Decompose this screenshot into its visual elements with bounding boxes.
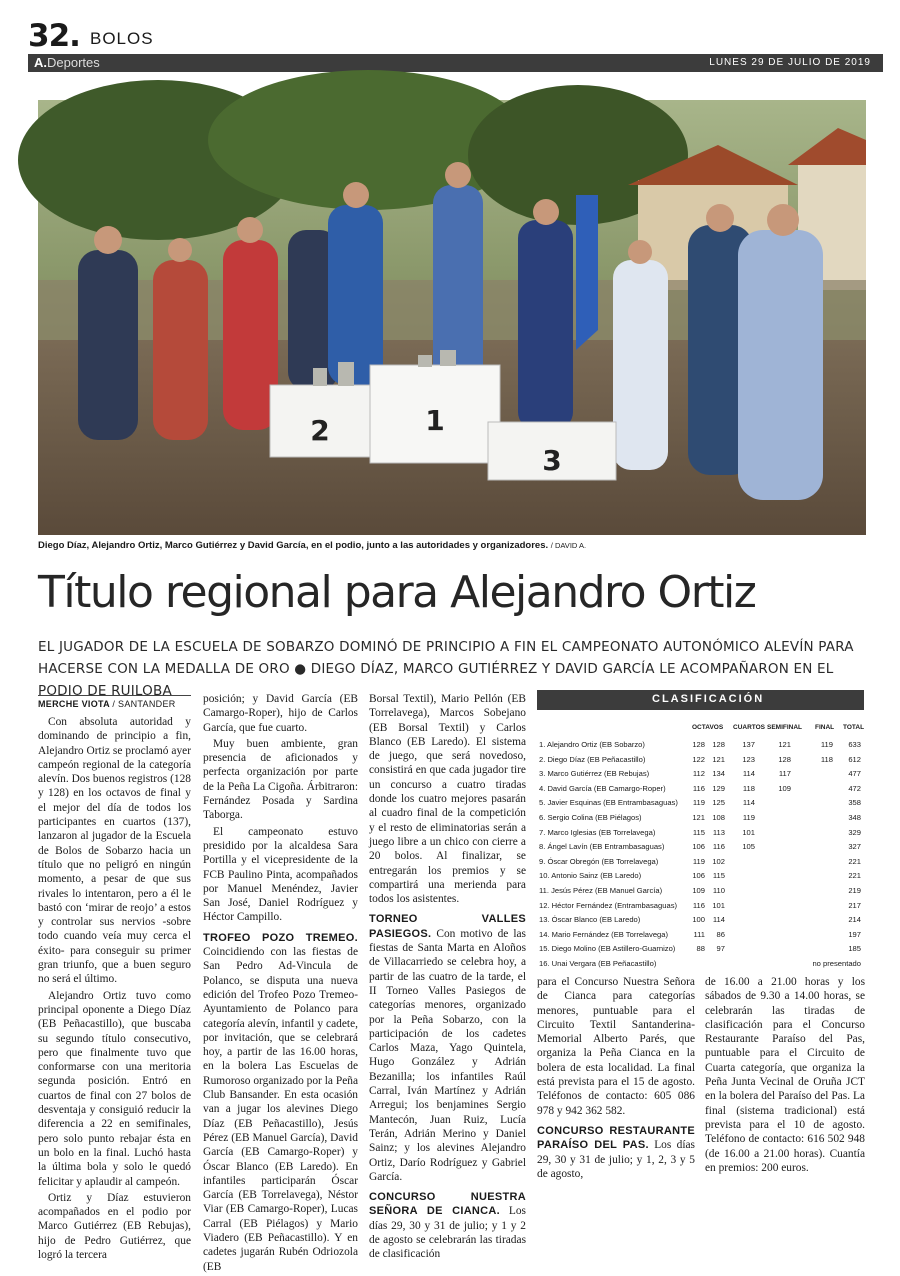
- classification-title: CLASIFICACIÓN: [537, 690, 864, 710]
- brand-rest: Deportes: [47, 55, 100, 70]
- cell-to: 327: [848, 842, 861, 852]
- cell-to: 219: [848, 885, 861, 895]
- cell-o2: 108: [712, 812, 725, 822]
- cell-se: 128: [778, 754, 791, 764]
- classification-table: [537, 690, 864, 972]
- paragraph: para el Concurso Nuestra Señora de Cianca para categorías menores, puntuable para el Circuito Textil Santanderina-Memorial Alberto Parés, que organiza la Peña Cianca en la bolera de esta localidad. La final está prevista para el 15 de agosto. Teléfonos de contacto: 605 086 978 y 942 362 582.: [537, 976, 695, 1117]
- cell-o1: 121: [692, 812, 705, 822]
- table-row: [537, 811, 864, 826]
- cell-name: 13. Óscar Blanco (EB Laredo): [539, 915, 641, 925]
- byline: [38, 695, 191, 709]
- page-number: 32.: [28, 18, 80, 54]
- cell-cu: 137: [742, 740, 755, 749]
- cell-cu: 114: [742, 798, 755, 808]
- cell-cu: 105: [742, 842, 755, 852]
- paragraph-paraiso: [537, 1124, 695, 1181]
- cell-to: 185: [848, 944, 861, 954]
- cell-se: 109: [778, 783, 791, 793]
- paragraph: posición; y David García (EB Camargo-Roper), hijo de Carlos García, que fue cuarto.: [203, 693, 358, 734]
- byline-author: MERCHE VIOTA: [38, 699, 110, 709]
- table-body: [537, 738, 864, 972]
- cell-to: 358: [848, 798, 861, 808]
- cell-o2: 116: [712, 842, 725, 852]
- cell-name: 14. Mario Fernández (EB Torrelavega): [539, 929, 669, 939]
- section-text: Los días 29, 30 y 31 de julio; y 1 y 2 de agosto se celebrarán las tiradas de clasificación: [369, 1205, 526, 1261]
- cell-name: 6. Sergio Colina (EB Piélagos): [539, 812, 642, 822]
- cell-to: 217: [848, 900, 861, 910]
- paragraph: Ortiz y Díaz estuvieron acompañados en el podio por Marco Gutiérrez (EB Rebujas), hijo de Pedro Gutiérrez, que logró la tercera: [38, 1191, 191, 1261]
- table-header: [537, 724, 864, 738]
- paragraph-trofeo: [203, 931, 358, 1274]
- section-heading: TROFEO POZO TREMEO.: [203, 931, 358, 944]
- podium-number-1: 1: [425, 404, 445, 437]
- cell-cu: 123: [742, 754, 755, 764]
- section-text: Los días 29, 30 y 31 de julio; y 1, 2, 3 y 5 de agosto,: [537, 1139, 695, 1180]
- cell-se: 121: [778, 740, 791, 749]
- masthead: [28, 18, 883, 54]
- cell-name: 2. Diego Díaz (EB Peñacastillo): [539, 754, 646, 764]
- cell-o1: 122: [692, 754, 705, 764]
- cell-to: 477: [848, 769, 861, 779]
- cell-o1: 119: [692, 798, 705, 808]
- cell-to: 472: [848, 783, 861, 793]
- article-column-1: [38, 695, 191, 1264]
- cell-se: 117: [778, 769, 791, 779]
- col-octavos: OCTAVOS: [692, 724, 724, 731]
- cell-name: 12. Héctor Fernández (Entrambasaguas): [539, 900, 678, 910]
- cell-o2: 121: [712, 754, 725, 764]
- col-total: TOTAL: [843, 724, 865, 731]
- cell-o1: 88: [696, 944, 705, 954]
- cell-o2: 102: [712, 856, 725, 866]
- paragraph: Con absoluta autoridad y dominando de principio a fin, Alejandro Ortiz se proclamó ayer campeón regional de la categoría alevín. Dos buenos registros (128 y 128) en los octavos de final y el mejor del día de todos los participantes en cuartos (137), lanzaron al jugador de la Escuela de Bolos de Sobarzo hacia un título que no peligró en ningún momento, a pesar de que sus rivales lo intentaron, pero a él le bastó con ‘mirar de reojo’ a estos y controlar sus nervios -sobre todo cuando veía muy cerca el éxito- para conseguir su primer gran triunfo, que a buen seguro no será el último.: [38, 716, 191, 986]
- section-heading: TORNEO VALLES PASIEGOS.: [369, 913, 526, 940]
- cell-to: 221: [848, 871, 861, 881]
- cell-name: 7. Marco Iglesias (EB Torrelavega): [539, 827, 656, 837]
- cell-to: 214: [848, 915, 861, 925]
- section-bar: [28, 54, 883, 72]
- cell-o1: 116: [692, 900, 705, 910]
- flag: [576, 195, 598, 350]
- cell-name: 8. Ángel Lavín (EB Entrambasaguas): [539, 842, 665, 852]
- podium-number-3: 3: [542, 444, 562, 477]
- cell-name: 16. Unai Vergara (EB Peñacastillo): [539, 958, 657, 968]
- cell-o1: 128: [692, 740, 705, 749]
- photo-caption: [38, 540, 866, 551]
- cell-to: 329: [848, 827, 861, 837]
- paragraph-valles: [369, 912, 526, 1184]
- table-row: [537, 782, 864, 797]
- table-row: [537, 942, 864, 957]
- cell-o1: 106: [692, 871, 705, 881]
- podium-photo: [38, 100, 866, 535]
- cell-o2: 129: [712, 783, 725, 793]
- paragraph-cianca: [369, 1190, 526, 1261]
- cell-o2: 134: [712, 769, 725, 779]
- section-name: BOLOS: [90, 29, 154, 48]
- cell-name: 15. Diego Molino (EB Astillero-Guarnizo): [539, 944, 676, 954]
- cell-o1: 119: [692, 856, 705, 866]
- cell-name: 10. Antonio Sainz (EB Laredo): [539, 871, 642, 881]
- cell-o2: 86: [716, 929, 725, 939]
- cell-o1: 115: [692, 827, 705, 837]
- cell-to: 633: [848, 740, 861, 749]
- cell-to: 221: [848, 856, 861, 866]
- cell-cu: 114: [742, 769, 755, 779]
- col-final: FINAL: [815, 724, 835, 731]
- table-row: [537, 796, 864, 811]
- photo-credit: / DAVID A.: [550, 541, 587, 550]
- paragraph: Alejandro Ortiz tuvo como principal oponente a Diego Díaz (EB Peñacastillo), que buscaba su segundo título consecutivo, pero que finalmente tuvo que conformarse con una meritoria segunda posición. Entró en cuartos de final con 27 bolos de desventaja y consiguió reducir la diferencia a 22 en semifinales, pero solo punto rebajar ésta en un bolo en la final. Luchó hasta la última bola y solo le quedó felicitar y aplaudir al campeón.: [38, 989, 191, 1188]
- cell-o1: 109: [692, 885, 705, 895]
- cell-o1: 111: [693, 929, 705, 939]
- podium-photo-illustration: [38, 100, 866, 535]
- article-column-4: [537, 975, 695, 1183]
- cell-name: 9. Óscar Obregón (EB Torrelavega): [539, 856, 659, 866]
- cell-to: 348: [848, 812, 861, 822]
- issue-date: LUNES 29 DE JULIO DE 2019: [709, 57, 871, 68]
- col-semifinal: SEMIFINAL: [767, 724, 803, 731]
- cell-o2: 101: [712, 900, 725, 910]
- cell-name: 11. Jesús Pérez (EB Manuel García): [539, 885, 663, 895]
- section-heading: CONCURSO RESTAURANTE PARAÍSO DEL PAS.: [537, 1124, 695, 1152]
- table-row: [537, 753, 864, 768]
- cell-name: 5. Javier Esquinas (EB Entrambasaguas): [539, 798, 678, 808]
- cell-cu: 119: [742, 812, 755, 822]
- paragraph: El campeonato estuvo presidido por la alcaldesa Sara Portilla y el vicepresidente de la FCB Paulino Pinta, acompañados por Manuel Menéndez, Javier San José, Daniel Rodríguez y Héctor Campillo.: [203, 825, 358, 924]
- cell-o2: 128: [712, 740, 725, 749]
- cell-name: 4. David García (EB Camargo-Roper): [539, 783, 666, 793]
- paragraph: de 16.00 a 21.00 horas y los sábados de 9.30 a 14.00 horas, se celebrarán las tiradas de clasificación para el Concurso Restaurante Paraíso del Pas, puntuable para el Circuito de Cuarta categoría, que organiza la Peña Junta Vecinal de Oruña JCT en la bolera del Paraíso del Pas. La final (sistema tradicional) está prevista para el 10 de agosto. Teléfono de contacto: 616 502 948 (de 16.00 a 21.00 horas). Cuantía en premios: 200 euros.: [705, 976, 865, 1174]
- table-row: [537, 957, 864, 972]
- cell-cu: 118: [742, 783, 755, 793]
- table-row: [537, 767, 864, 782]
- article-headline: Título regional para Alejandro Ortiz: [38, 567, 756, 618]
- article-column-3: [369, 692, 526, 1264]
- table-row: [537, 738, 864, 753]
- table-row: [537, 928, 864, 943]
- cell-o1: 106: [692, 842, 705, 852]
- cell-note: no presentado: [812, 958, 861, 968]
- table-row: [537, 913, 864, 928]
- cell-cu: 101: [742, 827, 755, 837]
- article-column-2: [203, 692, 358, 1276]
- cell-o1: 116: [692, 783, 705, 793]
- table-row: [537, 899, 864, 914]
- cell-name: 1. Alejandro Ortiz (EB Sobarzo): [539, 740, 645, 749]
- cell-to: 197: [848, 929, 861, 939]
- table-row: [537, 855, 864, 870]
- cell-o2: 97: [716, 944, 725, 954]
- cell-o2: 113: [712, 827, 725, 837]
- cell-to: 612: [848, 754, 861, 764]
- table-row: [537, 840, 864, 855]
- brand-logo: [34, 55, 100, 70]
- table-row: [537, 869, 864, 884]
- section-heading: CONCURSO NUESTRA SEÑORA DE CIANCA.: [369, 1191, 526, 1218]
- cell-fi: 118: [820, 754, 833, 764]
- byline-place: / SANTANDER: [112, 699, 176, 709]
- brand-a: A.: [34, 55, 47, 70]
- cell-fi: 119: [820, 740, 833, 749]
- col-cuartos: CUARTOS: [733, 724, 766, 731]
- cell-o2: 115: [712, 871, 725, 881]
- cell-o1: 100: [692, 915, 705, 925]
- article-subhead: EL JUGADOR DE LA ESCUELA DE SOBARZO DOMINÓ DE PRINCIPIO A FIN EL CAMPEONATO AUTONÓMICO ALEVÍN PARA HACERSE CON LA MEDALLA DE ORO ● DIEGO DÍAZ, MARCO GUTIÉRREZ Y DAVID GARCÍA LE ACOMPAÑARON EN EL PODIO DE RUILOBA: [38, 639, 854, 699]
- table-row: [537, 884, 864, 899]
- cell-o2: 114: [712, 915, 725, 925]
- section-text: Con motivo de las fiestas de Santa Marta en Aloños de Villacarriedo se celebra hoy, a partir de las cuatro de la tarde, el II Torneo Valles Pasiegos de categorías menores, organizado por la Peña Sobarzo, con la participación de los cadetes Carlos Maza, Yago Quintela, Hugo González y Adrián Bezanilla; los infantiles Raúl Carral, Iván Martínez y Adrián Arregui; los benjamines Sergio Mantecón, Juan Ruiz, Lucía Terán, Adrián Merino y Daniel Sainz; y los alevines Alejandro Ortiz, Darío Rodríguez y Gabriel García.: [369, 927, 526, 1183]
- cell-o2: 125: [712, 798, 725, 808]
- cell-o1: 112: [692, 769, 705, 779]
- podium-number-2: 2: [310, 414, 330, 447]
- cell-o2: 110: [712, 885, 725, 895]
- caption-text: Diego Díaz, Alejandro Ortiz, Marco Gutiérrez y David García, en el podio, junto a las autoridades y organizadores.: [38, 540, 549, 551]
- paragraph: Borsal Textil), Mario Pellón (EB Torrelavega), Marcos Sobejano (EB Borsal Textil) y Carlos Blanco (EB Laredo). El sistema de juego, que será novedoso, consistirá en que cada jugador tire un concurso a cuatro tiradas donde los cuatro mejores pasarán al cuadro final de la competición y el resto de eliminatorias serán a juego libre a un chico con cierre a 20 bolos. Al finalizar, se entregarán los premios y se compartirá una merienda para todos los asistentes.: [369, 693, 526, 906]
- section-text: Coincidiendo con las fiestas de San Pedro Ad-Vincula de Polanco, se disputa una nueva edición del Trofeo Pozo Tremeo-Ayuntamiento de Polanco para categoría alevín, infantil y cadete, por invitación, que se celebrará hoy, a partir de las 16.00 horas, en la bolera Las Escuelas de Rumoroso organizado por la Peña Club Bansander. En esta ocasión van a jugar los alevines Diego Díaz (EB Peñacastillo), Jesús Pérez (EB Manuel García), David García (EB Camargo-Roper) y Óscar Blanco (EB Laredo). En infantiles participarán Óscar García (EB Torrelavega), Néstor Viar (EB Camargo-Roper), Lucas Carral (EB Piélagos) y Mario Viadero (EB Peñacastillo). Y en cadetes jugarán Rubén Odriozola (EB: [203, 946, 358, 1273]
- article-column-5: [705, 975, 865, 1177]
- cell-name: 3. Marco Gutiérrez (EB Rebujas): [539, 769, 650, 779]
- table-row: [537, 826, 864, 841]
- paragraph: Muy buen ambiente, gran presencia de aficionados y perfecta organización por parte de la Peña La Cigoña. Árbitraron: Fernández Posada y Sardina Taborga.: [203, 737, 358, 822]
